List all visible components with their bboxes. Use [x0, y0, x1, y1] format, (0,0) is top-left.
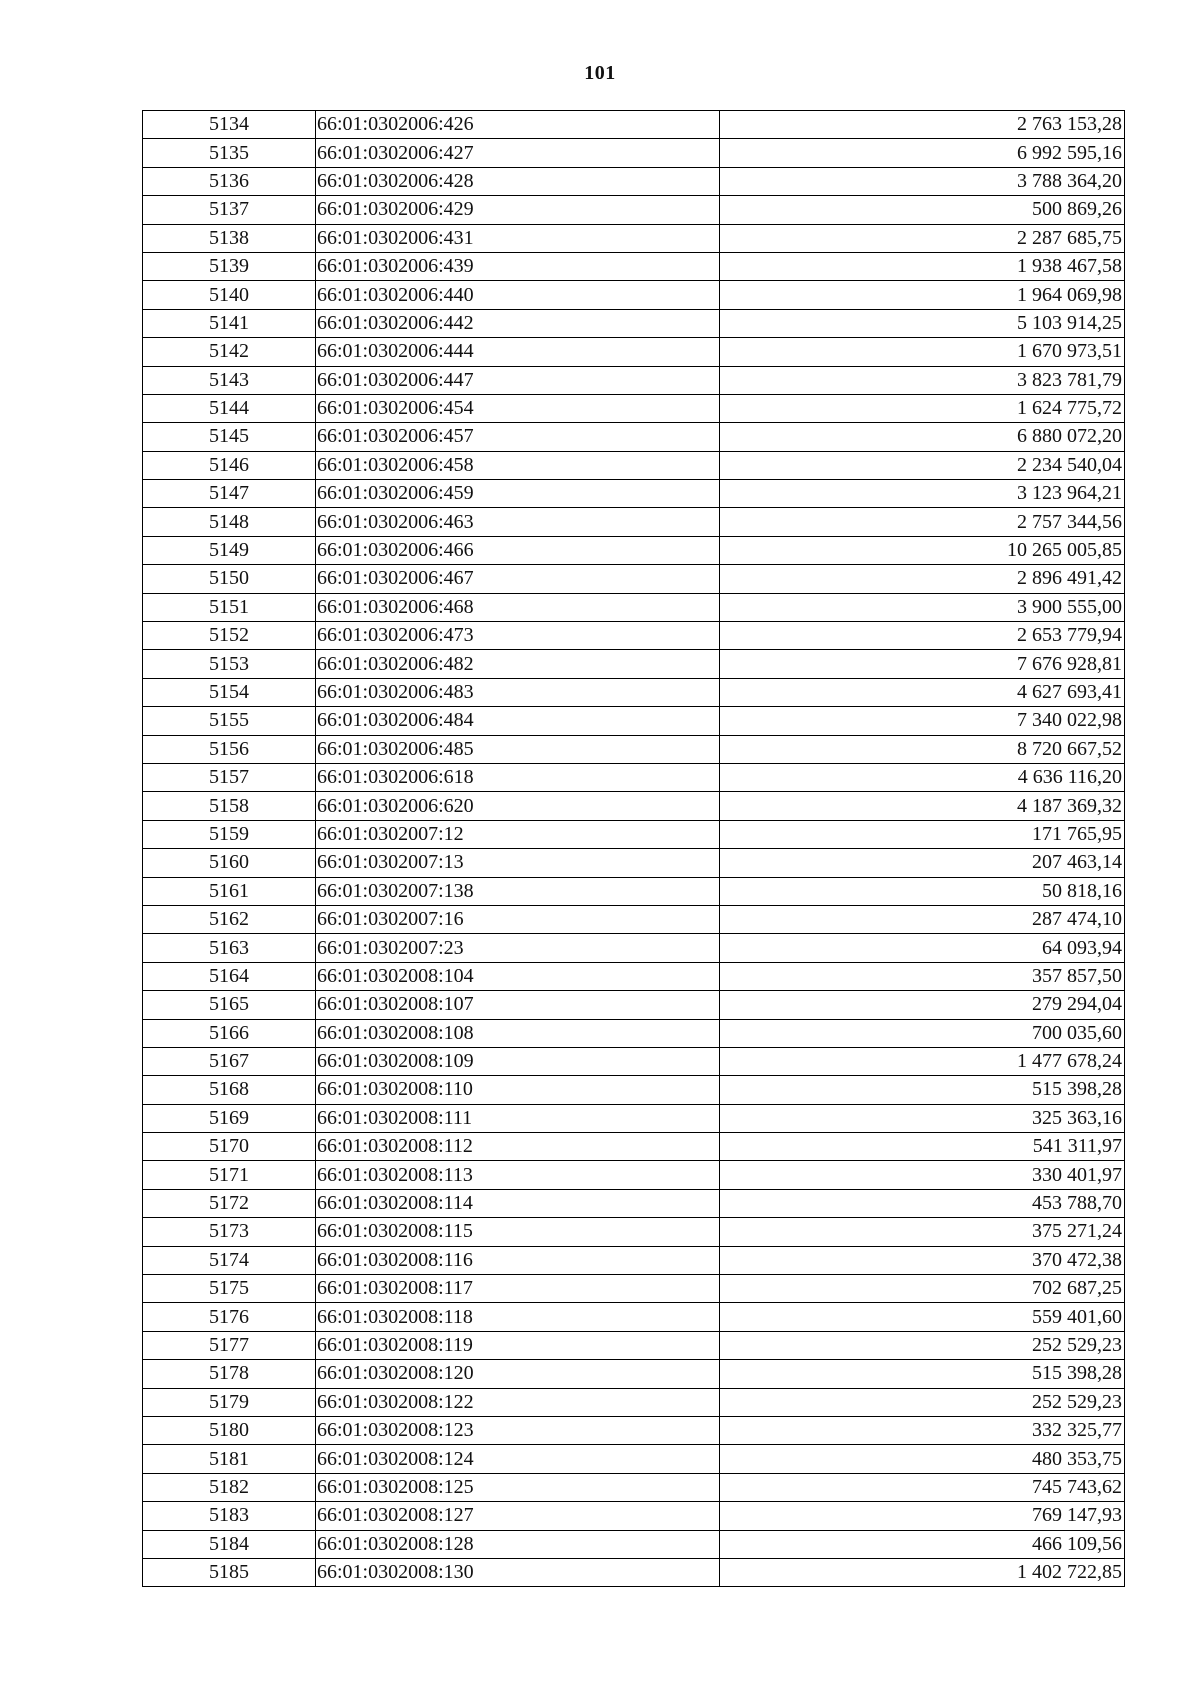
cadastral-number-cell: 66:01:0302008:110: [316, 1076, 720, 1104]
cadastral-number-cell: 66:01:0302008:108: [316, 1019, 720, 1047]
cadastral-number-cell: 66:01:0302006:429: [316, 196, 720, 224]
cadastral-number-cell: 66:01:0302008:115: [316, 1218, 720, 1246]
cadastral-number-cell: 66:01:0302008:127: [316, 1502, 720, 1530]
cadastral-value-cell: 370 472,38: [720, 1246, 1125, 1274]
table-row: [143, 309, 1125, 337]
cadastral-number-cell: 66:01:0302008:117: [316, 1275, 720, 1303]
table-row: [143, 1530, 1125, 1558]
table-row: [143, 366, 1125, 394]
cadastral-number-cell: 66:01:0302006:618: [316, 763, 720, 791]
cadastral-number-cell: 66:01:0302008:107: [316, 991, 720, 1019]
row-number-cell: 5174: [143, 1246, 316, 1274]
cadastral-number-cell: 66:01:0302006:426: [316, 111, 720, 139]
cadastral-number-cell: 66:01:0302006:439: [316, 252, 720, 280]
cadastral-number-cell: 66:01:0302006:431: [316, 224, 720, 252]
cadastral-number-cell: 66:01:0302006:442: [316, 309, 720, 337]
row-number-cell: 5178: [143, 1360, 316, 1388]
cadastral-value-cell: 515 398,28: [720, 1360, 1125, 1388]
table-row: [143, 451, 1125, 479]
table-row: [143, 281, 1125, 309]
row-number-cell: 5157: [143, 763, 316, 791]
table-row: [143, 1473, 1125, 1501]
row-number-cell: 5181: [143, 1445, 316, 1473]
row-number-cell: 5166: [143, 1019, 316, 1047]
cadastral-value-cell: 279 294,04: [720, 991, 1125, 1019]
cadastral-value-cell: 8 720 667,52: [720, 735, 1125, 763]
table-row: [143, 167, 1125, 195]
cadastral-value-cell: 3 123 964,21: [720, 480, 1125, 508]
row-number-cell: 5134: [143, 111, 316, 139]
row-number-cell: 5151: [143, 593, 316, 621]
cadastral-value-table: [142, 110, 1125, 1587]
cadastral-number-cell: 66:01:0302006:468: [316, 593, 720, 621]
row-number-cell: 5164: [143, 962, 316, 990]
cadastral-number-cell: 66:01:0302006:485: [316, 735, 720, 763]
cadastral-number-cell: 66:01:0302008:123: [316, 1416, 720, 1444]
cadastral-value-cell: 7 340 022,98: [720, 707, 1125, 735]
table-row: [143, 111, 1125, 139]
cadastral-number-cell: 66:01:0302008:122: [316, 1388, 720, 1416]
cadastral-number-cell: 66:01:0302008:114: [316, 1189, 720, 1217]
cadastral-number-cell: 66:01:0302008:128: [316, 1530, 720, 1558]
cadastral-number-cell: 66:01:0302007:23: [316, 934, 720, 962]
row-number-cell: 5153: [143, 650, 316, 678]
cadastral-number-cell: 66:01:0302007:12: [316, 820, 720, 848]
cadastral-value-cell: 3 788 364,20: [720, 167, 1125, 195]
row-number-cell: 5173: [143, 1218, 316, 1246]
cadastral-value-cell: 453 788,70: [720, 1189, 1125, 1217]
cadastral-value-cell: 1 624 775,72: [720, 394, 1125, 422]
row-number-cell: 5160: [143, 849, 316, 877]
table-row: [143, 252, 1125, 280]
table-row: [143, 593, 1125, 621]
cadastral-number-cell: 66:01:0302007:16: [316, 905, 720, 933]
table-row: [143, 1388, 1125, 1416]
row-number-cell: 5150: [143, 565, 316, 593]
cadastral-value-cell: 2 287 685,75: [720, 224, 1125, 252]
row-number-cell: 5143: [143, 366, 316, 394]
cadastral-number-cell: 66:01:0302006:483: [316, 678, 720, 706]
cadastral-value-cell: 3 900 555,00: [720, 593, 1125, 621]
table-row: [143, 1161, 1125, 1189]
cadastral-number-cell: 66:01:0302006:466: [316, 536, 720, 564]
cadastral-value-cell: 700 035,60: [720, 1019, 1125, 1047]
cadastral-number-cell: 66:01:0302006:444: [316, 338, 720, 366]
row-number-cell: 5139: [143, 252, 316, 280]
table-row: [143, 1416, 1125, 1444]
row-number-cell: 5147: [143, 480, 316, 508]
cadastral-value-cell: 171 765,95: [720, 820, 1125, 848]
table-row: [143, 423, 1125, 451]
table-row: [143, 1360, 1125, 1388]
row-number-cell: 5145: [143, 423, 316, 451]
row-number-cell: 5185: [143, 1558, 316, 1586]
table-row: [143, 707, 1125, 735]
row-number-cell: 5142: [143, 338, 316, 366]
table-row: [143, 622, 1125, 650]
cadastral-value-cell: 375 271,24: [720, 1218, 1125, 1246]
cadastral-number-cell: 66:01:0302008:113: [316, 1161, 720, 1189]
cadastral-value-cell: 4 627 693,41: [720, 678, 1125, 706]
row-number-cell: 5172: [143, 1189, 316, 1217]
row-number-cell: 5140: [143, 281, 316, 309]
table-row: [143, 196, 1125, 224]
table-row: [143, 849, 1125, 877]
cadastral-number-cell: 66:01:0302007:138: [316, 877, 720, 905]
table-row: [143, 1218, 1125, 1246]
table-row: [143, 1246, 1125, 1274]
cadastral-value-cell: 702 687,25: [720, 1275, 1125, 1303]
row-number-cell: 5158: [143, 792, 316, 820]
cadastral-value-cell: 1 670 973,51: [720, 338, 1125, 366]
row-number-cell: 5169: [143, 1104, 316, 1132]
row-number-cell: 5137: [143, 196, 316, 224]
cadastral-value-cell: 330 401,97: [720, 1161, 1125, 1189]
row-number-cell: 5165: [143, 991, 316, 1019]
table-row: [143, 1019, 1125, 1047]
row-number-cell: 5167: [143, 1047, 316, 1075]
table-row: [143, 792, 1125, 820]
cadastral-value-cell: 1 964 069,98: [720, 281, 1125, 309]
cadastral-value-cell: 480 353,75: [720, 1445, 1125, 1473]
row-number-cell: 5168: [143, 1076, 316, 1104]
row-number-cell: 5180: [143, 1416, 316, 1444]
table-row: [143, 678, 1125, 706]
row-number-cell: 5138: [143, 224, 316, 252]
table-row: [143, 1076, 1125, 1104]
cadastral-number-cell: 66:01:0302006:447: [316, 366, 720, 394]
table-body: [143, 111, 1125, 1587]
cadastral-value-cell: 2 234 540,04: [720, 451, 1125, 479]
row-number-cell: 5175: [143, 1275, 316, 1303]
cadastral-value-cell: 287 474,10: [720, 905, 1125, 933]
cadastral-number-cell: 66:01:0302008:112: [316, 1133, 720, 1161]
cadastral-value-cell: 500 869,26: [720, 196, 1125, 224]
table-row: [143, 394, 1125, 422]
table-row: [143, 934, 1125, 962]
cadastral-value-cell: 1 938 467,58: [720, 252, 1125, 280]
table-row: [143, 1275, 1125, 1303]
row-number-cell: 5135: [143, 139, 316, 167]
cadastral-value-cell: 769 147,93: [720, 1502, 1125, 1530]
table-row: [143, 820, 1125, 848]
table-row: [143, 1331, 1125, 1359]
cadastral-number-cell: 66:01:0302006:458: [316, 451, 720, 479]
cadastral-value-cell: 207 463,14: [720, 849, 1125, 877]
cadastral-value-cell: 64 093,94: [720, 934, 1125, 962]
cadastral-value-cell: 50 818,16: [720, 877, 1125, 905]
cadastral-value-cell: 5 103 914,25: [720, 309, 1125, 337]
cadastral-value-cell: 4 187 369,32: [720, 792, 1125, 820]
row-number-cell: 5184: [143, 1530, 316, 1558]
row-number-cell: 5176: [143, 1303, 316, 1331]
row-number-cell: 5171: [143, 1161, 316, 1189]
row-number-cell: 5182: [143, 1473, 316, 1501]
table-row: [143, 735, 1125, 763]
row-number-cell: 5136: [143, 167, 316, 195]
cadastral-value-cell: 325 363,16: [720, 1104, 1125, 1132]
cadastral-number-cell: 66:01:0302006:482: [316, 650, 720, 678]
cadastral-value-cell: 6 880 072,20: [720, 423, 1125, 451]
row-number-cell: 5146: [143, 451, 316, 479]
table-row: [143, 1502, 1125, 1530]
table-row: [143, 338, 1125, 366]
cadastral-number-cell: 66:01:0302006:457: [316, 423, 720, 451]
row-number-cell: 5152: [143, 622, 316, 650]
cadastral-number-cell: 66:01:0302008:104: [316, 962, 720, 990]
cadastral-number-cell: 66:01:0302008:120: [316, 1360, 720, 1388]
cadastral-value-cell: 10 265 005,85: [720, 536, 1125, 564]
table-row: [143, 565, 1125, 593]
cadastral-number-cell: 66:01:0302006:428: [316, 167, 720, 195]
cadastral-value-cell: 541 311,97: [720, 1133, 1125, 1161]
row-number-cell: 5170: [143, 1133, 316, 1161]
table-row: [143, 508, 1125, 536]
table-row: [143, 763, 1125, 791]
cadastral-value-cell: 2 757 344,56: [720, 508, 1125, 536]
table-row: [143, 1189, 1125, 1217]
table-row: [143, 1104, 1125, 1132]
table-row: [143, 1445, 1125, 1473]
row-number-cell: 5179: [143, 1388, 316, 1416]
cadastral-value-cell: 6 992 595,16: [720, 139, 1125, 167]
row-number-cell: 5155: [143, 707, 316, 735]
row-number-cell: 5177: [143, 1331, 316, 1359]
row-number-cell: 5141: [143, 309, 316, 337]
cadastral-number-cell: 66:01:0302008:116: [316, 1246, 720, 1274]
cadastral-number-cell: 66:01:0302008:111: [316, 1104, 720, 1132]
table-row: [143, 877, 1125, 905]
cadastral-number-cell: 66:01:0302006:427: [316, 139, 720, 167]
cadastral-number-cell: 66:01:0302006:473: [316, 622, 720, 650]
table-row: [143, 536, 1125, 564]
page-number: 101: [584, 62, 616, 84]
row-number-cell: 5144: [143, 394, 316, 422]
cadastral-value-cell: 2 763 153,28: [720, 111, 1125, 139]
table-row: [143, 650, 1125, 678]
cadastral-value-cell: 1 477 678,24: [720, 1047, 1125, 1075]
cadastral-number-cell: 66:01:0302008:125: [316, 1473, 720, 1501]
table-row: [143, 224, 1125, 252]
cadastral-value-cell: 3 823 781,79: [720, 366, 1125, 394]
cadastral-number-cell: 66:01:0302008:124: [316, 1445, 720, 1473]
row-number-cell: 5162: [143, 905, 316, 933]
table-row: [143, 139, 1125, 167]
cadastral-value-cell: 515 398,28: [720, 1076, 1125, 1104]
row-number-cell: 5183: [143, 1502, 316, 1530]
cadastral-value-cell: 332 325,77: [720, 1416, 1125, 1444]
cadastral-value-cell: 7 676 928,81: [720, 650, 1125, 678]
cadastral-value-cell: 2 896 491,42: [720, 565, 1125, 593]
cadastral-value-cell: 1 402 722,85: [720, 1558, 1125, 1586]
cadastral-number-cell: 66:01:0302007:13: [316, 849, 720, 877]
row-number-cell: 5154: [143, 678, 316, 706]
cadastral-value-cell: 2 653 779,94: [720, 622, 1125, 650]
cadastral-value-cell: 745 743,62: [720, 1473, 1125, 1501]
table-row: [143, 1303, 1125, 1331]
cadastral-number-cell: 66:01:0302006:459: [316, 480, 720, 508]
cadastral-value-cell: 252 529,23: [720, 1331, 1125, 1359]
table-row: [143, 1133, 1125, 1161]
table-row: [143, 480, 1125, 508]
table-row: [143, 962, 1125, 990]
table-row: [143, 905, 1125, 933]
row-number-cell: 5161: [143, 877, 316, 905]
cadastral-value-cell: 559 401,60: [720, 1303, 1125, 1331]
cadastral-number-cell: 66:01:0302008:109: [316, 1047, 720, 1075]
cadastral-value-cell: 4 636 116,20: [720, 763, 1125, 791]
cadastral-value-cell: 357 857,50: [720, 962, 1125, 990]
row-number-cell: 5156: [143, 735, 316, 763]
cadastral-number-cell: 66:01:0302006:467: [316, 565, 720, 593]
row-number-cell: 5148: [143, 508, 316, 536]
cadastral-number-cell: 66:01:0302006:484: [316, 707, 720, 735]
cadastral-number-cell: 66:01:0302006:454: [316, 394, 720, 422]
table-row: [143, 1047, 1125, 1075]
cadastral-value-cell: 466 109,56: [720, 1530, 1125, 1558]
row-number-cell: 5149: [143, 536, 316, 564]
cadastral-number-cell: 66:01:0302008:118: [316, 1303, 720, 1331]
cadastral-number-cell: 66:01:0302008:130: [316, 1558, 720, 1586]
row-number-cell: 5159: [143, 820, 316, 848]
cadastral-value-cell: 252 529,23: [720, 1388, 1125, 1416]
cadastral-number-cell: 66:01:0302008:119: [316, 1331, 720, 1359]
row-number-cell: 5163: [143, 934, 316, 962]
cadastral-number-cell: 66:01:0302006:440: [316, 281, 720, 309]
table-row: [143, 991, 1125, 1019]
table-row: [143, 1558, 1125, 1586]
cadastral-number-cell: 66:01:0302006:463: [316, 508, 720, 536]
cadastral-number-cell: 66:01:0302006:620: [316, 792, 720, 820]
